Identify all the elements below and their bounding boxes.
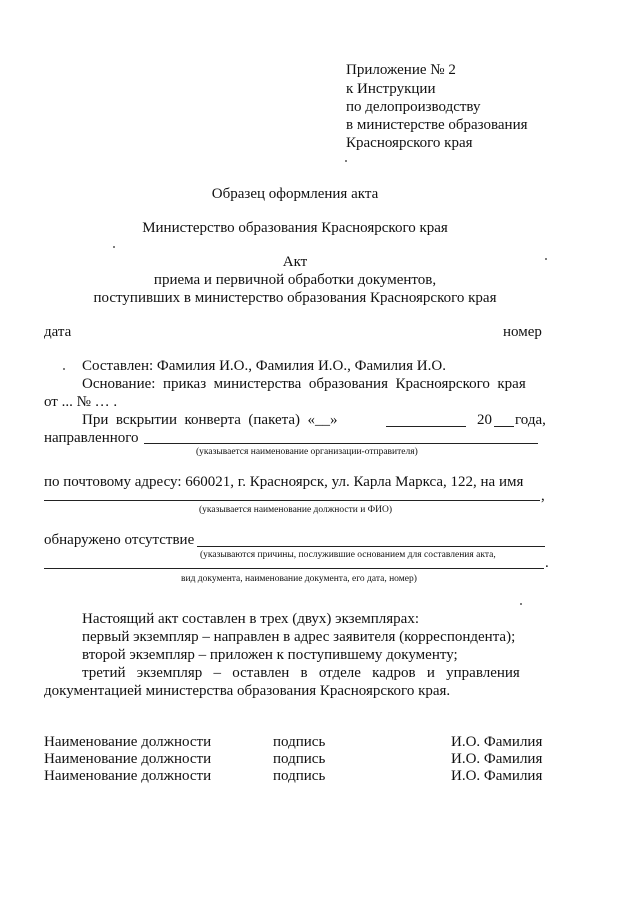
signature-name: И.О. Фамилия: [451, 768, 543, 784]
date-label: дата: [44, 324, 72, 340]
ministry-name: Министерство образования Красноярского края: [142, 220, 448, 236]
absence-hint-2: вид документа, наименование документа, его дата, номер): [181, 574, 417, 584]
signature-sign: подпись: [273, 768, 326, 784]
postal-text: по почтовому адресу: 660021, г. Красноярск, ул. Карла Маркса, 122, на имя: [44, 474, 524, 490]
year-suffix: года,: [515, 412, 546, 428]
absence-line-end: .: [545, 555, 549, 571]
act-subtitle-1: приема и первичной обработки документов,: [153, 272, 437, 288]
scan-speck: [63, 368, 65, 370]
addressee-line-end: ,: [541, 488, 545, 504]
appendix-line: Приложение № 2: [346, 62, 456, 78]
signature-name: И.О. Фамилия: [451, 734, 543, 750]
absence-line: [197, 546, 545, 547]
act-title: Акт: [282, 254, 308, 270]
signature-name: И.О. Фамилия: [451, 751, 543, 767]
signature-position: Наименование должности: [44, 768, 212, 784]
scan-speck: [113, 246, 115, 248]
sender-hint: (указывается наименование организации-отправителя): [196, 447, 418, 457]
copy-third-2: документацией министерства образования Красноярского края.: [44, 683, 451, 699]
sent-label: направленного: [44, 430, 139, 446]
signature-position: Наименование должности: [44, 751, 212, 767]
signature-sign: подпись: [273, 734, 326, 750]
appendix-line: по делопроизводству: [346, 99, 481, 115]
absence-hint-1: (указываются причины, послужившие основанием для составления акта,: [200, 550, 496, 560]
absence-line-2: [44, 568, 544, 569]
copies-intro: Настоящий акт составлен в трех (двух) экземплярах:: [82, 611, 419, 627]
scan-speck: [520, 603, 522, 605]
absence-label: обнаружено отсутствие: [44, 532, 195, 548]
signature-position: Наименование должности: [44, 734, 212, 750]
appendix-line: Красноярского края: [346, 135, 473, 151]
year-blank-line: [494, 426, 514, 427]
date-blank-line: [386, 426, 466, 427]
sample-title: Образец оформления акта: [211, 186, 379, 202]
sender-line: [144, 443, 538, 444]
scan-speck: [545, 258, 547, 260]
addressee-line: [44, 500, 540, 501]
copy-first: первый экземпляр – направлен в адрес заявителя (корреспондента);: [82, 629, 516, 645]
scan-speck: [345, 160, 347, 162]
appendix-line: в министерстве образования: [346, 117, 528, 133]
copy-third-1: третий экземпляр – оставлен в отделе кадров и управления: [82, 665, 520, 681]
act-subtitle-2: поступивших в министерство образования Красноярского края: [93, 290, 497, 306]
number-label: номер: [503, 324, 542, 340]
opening-text: При вскрытии конверта (пакета) «__»: [82, 412, 338, 428]
year-prefix: 20: [477, 412, 492, 428]
signature-sign: подпись: [273, 751, 326, 767]
copy-second: второй экземпляр – приложен к поступившему документу;: [82, 647, 458, 663]
composed-line: Составлен: Фамилия И.О., Фамилия И.О., Фамилия И.О.: [82, 358, 446, 374]
addressee-hint: (указывается наименование должности и ФИО): [199, 505, 393, 515]
appendix-line: к Инструкции: [346, 81, 436, 97]
basis-line-1: Основание: приказ министерства образования Красноярского края: [82, 376, 526, 392]
basis-line-2: от ... № … .: [44, 394, 118, 410]
